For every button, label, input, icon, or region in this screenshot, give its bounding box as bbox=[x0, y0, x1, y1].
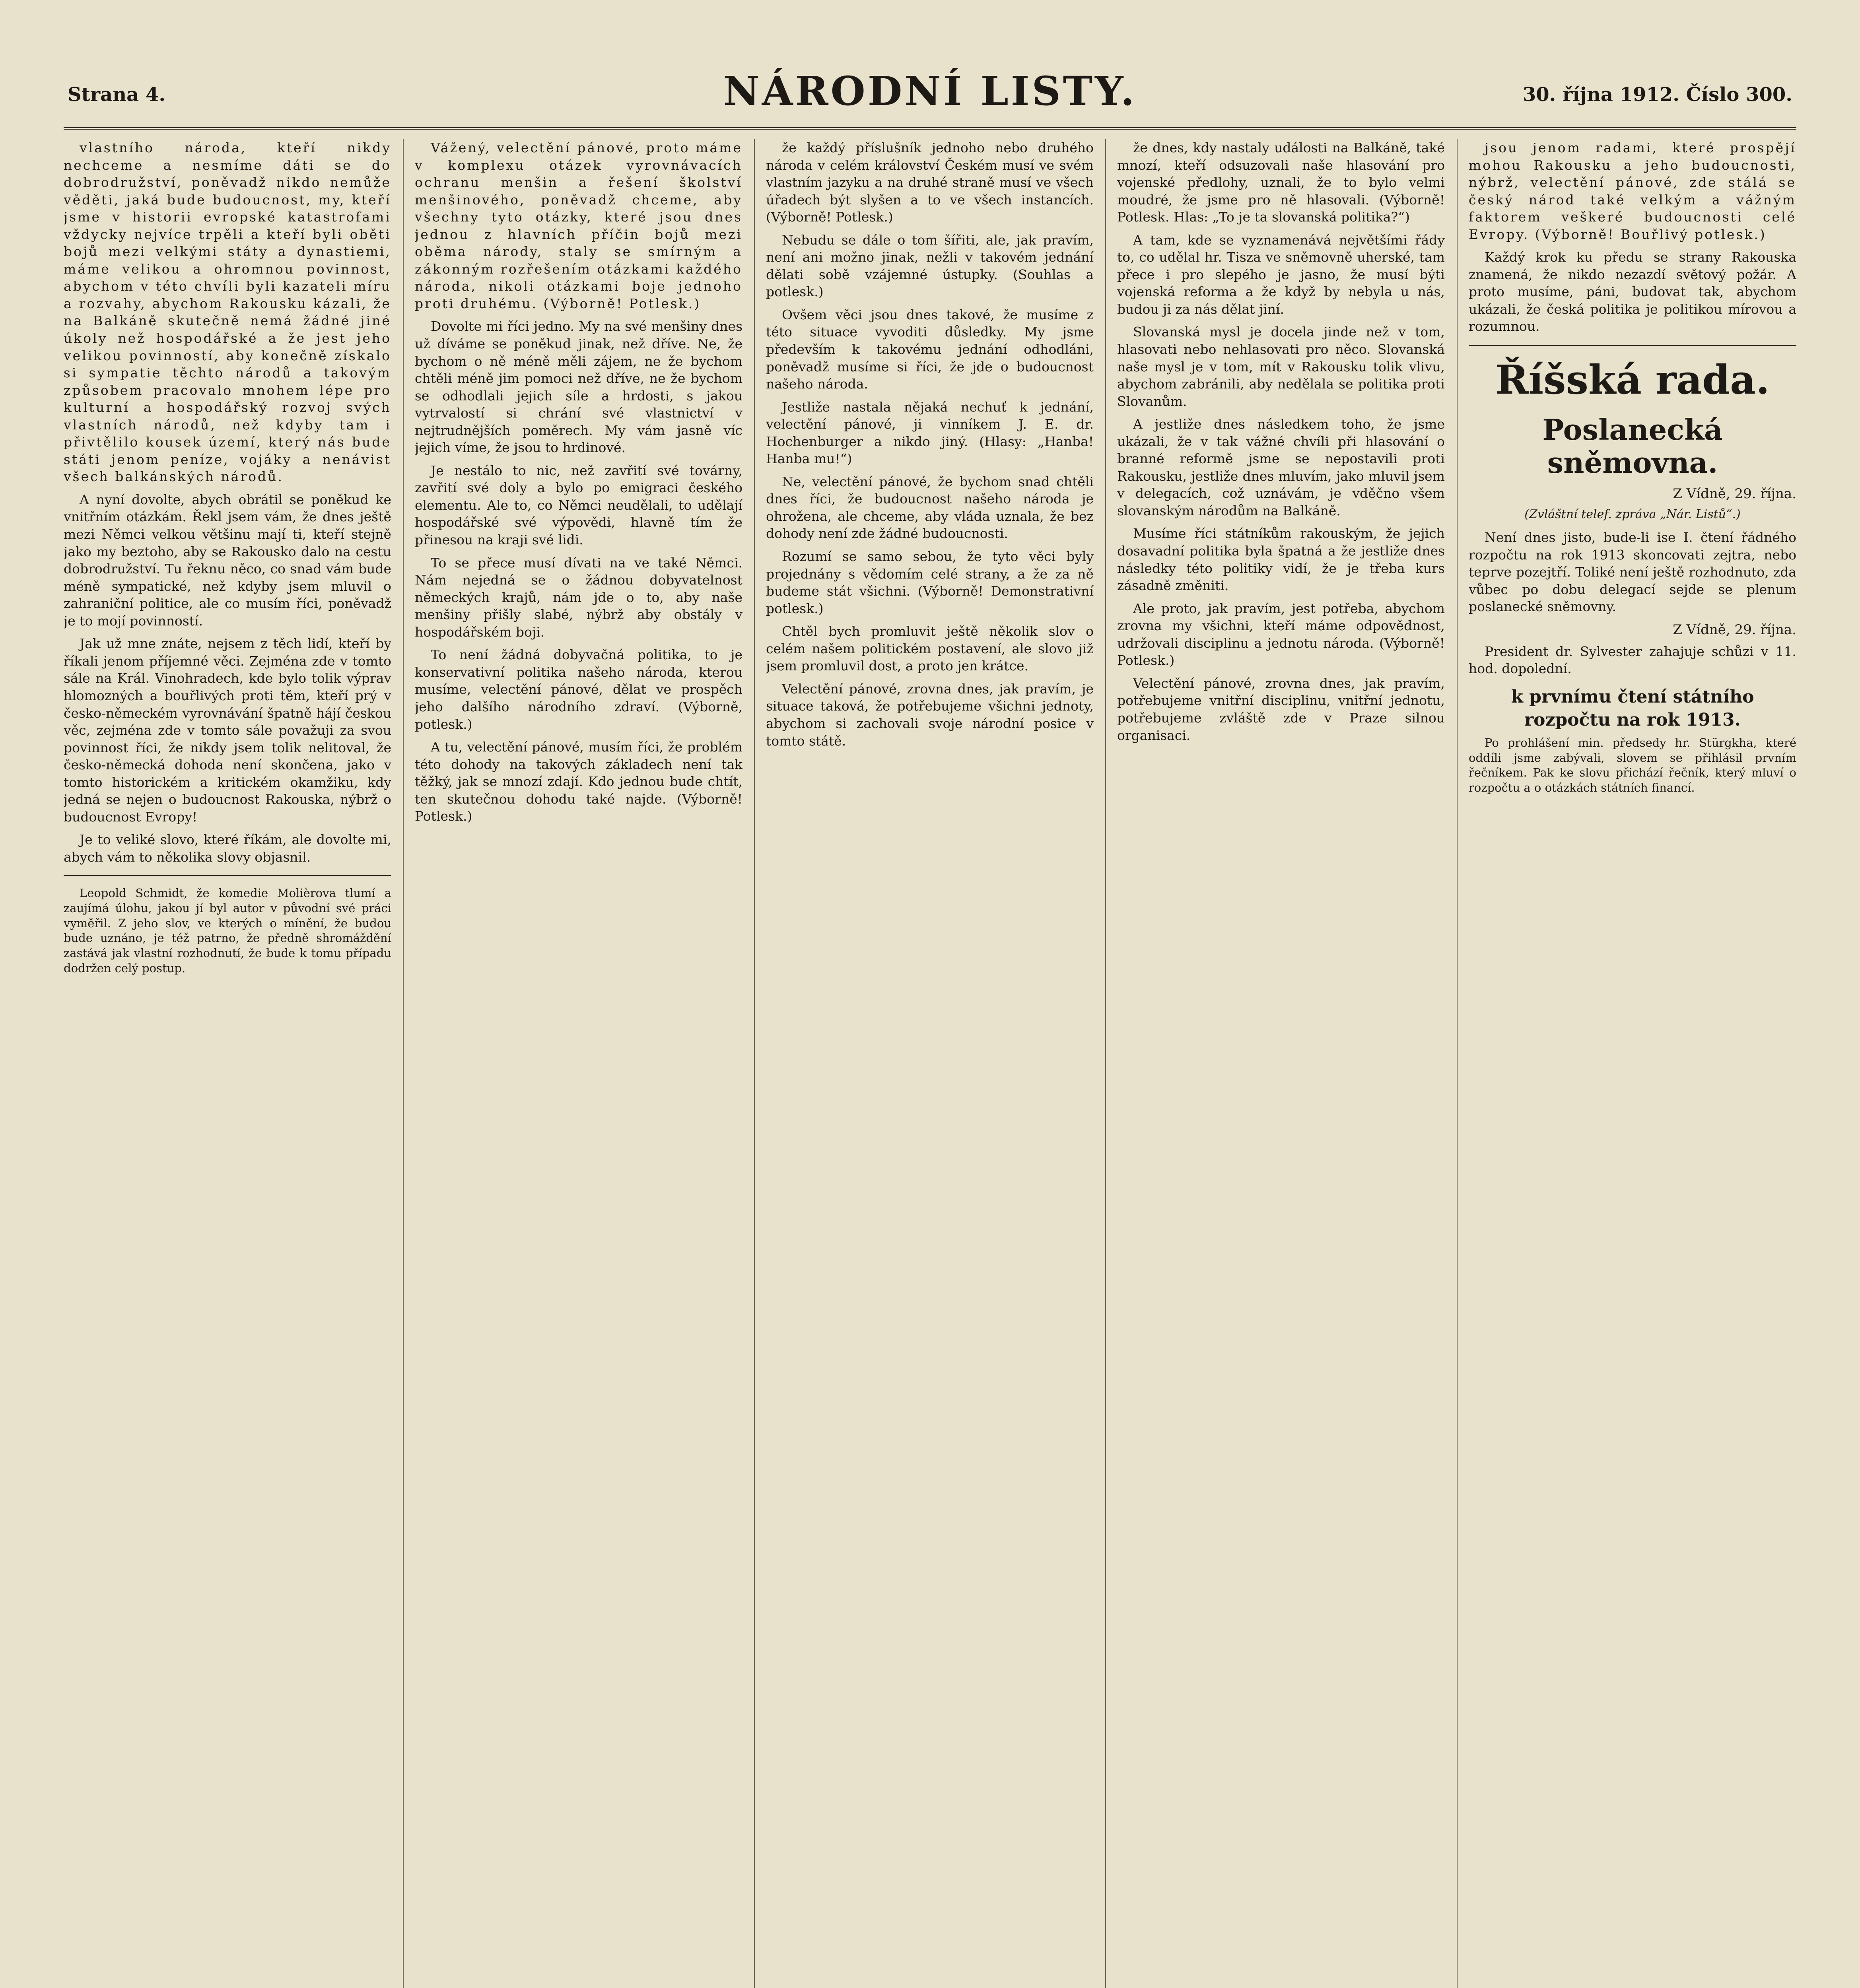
section-divider bbox=[64, 875, 391, 876]
section-divider bbox=[1469, 345, 1796, 346]
paragraph: Ovšem věci jsou dnes takové, že musíme z této situace vyvoditi důsledky. My jsme především k takovému jednání odhodláni, poněvadž musíme si říci, že jde o budoucnost našeho národa. bbox=[766, 307, 1094, 392]
date-issue: 30. října 1912. Číslo 300. bbox=[1522, 83, 1792, 106]
paragraph: jsou jenom radami, které prospějí mohou Rakousku a jeho budoucnosti, nýbrž, velectění pánové, zde stálá se český národ také velkým a vážným faktorem veškeré budoucnosti celé Evropy. (Výborně! Bouřlivý potlesk.) bbox=[1469, 140, 1796, 242]
masthead bbox=[64, 60, 1796, 130]
article-columns bbox=[64, 139, 1796, 1988]
column-rule bbox=[1105, 139, 1106, 1988]
paragraph: Rozumí se samo sebou, že tyto věci byly projednány s vědomím celé strany, a že za ně budeme stát všichni. (Výborně! Demonstrativní potlesk.) bbox=[766, 549, 1094, 616]
feuilleton-paragraph: Leopold Schmidt, že komedie Molièrova tlumí a zaujímá úlohu, jakou jí byl autor v původní své práci vyměřil. Z jeho slov, ve kterých o mínění, že budou bude uznáno, je též patrno, že předně shromáždění zastává jak vlastní rozhodnutí, že bude k tomu případu dodržen celý postup. bbox=[64, 886, 391, 975]
paragraph: To není žádná dobyvačná politika, to je konservativní politika našeho národa, kterou musíme, velectění pánové, dělat ve prospěch jeho dalšího národního zdraví. (Výborně, potlesk.) bbox=[415, 647, 742, 732]
column-1 bbox=[64, 139, 391, 1988]
paragraph: President dr. Sylvester zahajuje schůzi v 11. hod. dopolední. bbox=[1469, 643, 1796, 677]
paragraph: Velectění pánové, zrovna dnes, jak pravím, potřebujeme vnitřní disciplinu, vnitřní jednotu, potřebujeme zvláště zde v Praze silnou organisaci. bbox=[1117, 675, 1445, 743]
column-4 bbox=[1117, 139, 1445, 1988]
column-5 bbox=[1469, 139, 1796, 1988]
wire-note: (Zvláštní telef. zpráva „Nár. Listů“.) bbox=[1524, 507, 1741, 522]
paragraph: Ne, velectění pánové, že bychom snad chtěli dnes říci, že budoucnost našeho národa je ohrožena, ale chceme, aby vláda uznala, že bez dohody není zde žádné budoucnosti. bbox=[766, 474, 1094, 542]
paragraph: že každý příslušník jednoho nebo druhého národa v celém království Českém musí ve svém vlastním jazyku a na druhé straně musí ve všech úřadech být slyšen a to ve všech instancích. (Výborně! Potlesk.) bbox=[766, 140, 1094, 225]
dateline: Z Vídně, 29. října. bbox=[1673, 485, 1796, 502]
paragraph: A tu, velectění pánové, musím říci, že problém této dohody na takových základech není tak těžký, jak se mnozí zdají. Kdo jednou bude chtít, ten skutečnou dohodu také najde. (Výborně! Potlesk.) bbox=[415, 739, 742, 824]
paragraph: že dnes, kdy nastaly události na Balkáně, také mnozí, kteří odsuzovali naše hlasování pro vojenské předlohy, uznali, že to bylo velmi moudré, že jsme pro ně hlasovali. (Výborně! Potlesk. Hlas: „To je ta slovanská politika?“) bbox=[1117, 140, 1445, 225]
paragraph: Ale proto, jak pravím, jest potřeba, abychom zrovna my všichni, kteří máme odpovědnost, udržovali disciplinu a jednotu národa. (Výborně! Potlesk.) bbox=[1117, 600, 1445, 668]
column-3 bbox=[766, 139, 1094, 1988]
column-rule bbox=[403, 139, 404, 1988]
paragraph: To se přece musí dívati na ve také Němci. Nám nejedná se o žádnou dobyvatelnost německých krajů, nám jde o to, aby naše menšiny přišly slabé, nýbrž aby obstály v hospodářském boji. bbox=[415, 555, 742, 640]
item-subhead: k prvnímu čtení státního rozpočtu na rok 1913. bbox=[1511, 686, 1754, 730]
paragraph: Musíme říci státníkům rakouským, že jejich dosavadní politika byla špatná a že jestliže dnes následky této politiky vidí, že je třeba kurs zásadně změniti. bbox=[1117, 526, 1445, 594]
dateline: Z Vídně, 29. října. bbox=[1673, 621, 1796, 638]
paragraph: Dovolte mi říci jedno. My na své menšiny dnes už díváme se poněkud jinak, než dříve. Ne, že bychom o ně méně měli zájem, ne že bychom chtěli méně jim pomoci než dříve, ne že bychom se odhodlali jejich síle a hrdosti, s jakou vytrvalostí si chrání své vlastnictví v nejtrudnějších poměrech. My vám jasně víc jejich víme, že jsou to hrdinové. bbox=[415, 318, 742, 456]
column-2 bbox=[415, 139, 742, 1988]
paragraph: Jestliže nastala nějaká nechuť k jednání, velectění pánové, ji vinníkem J. E. dr. Hochenburger a nikdo jiný. (Hlasy: „Hanba! Hanba mu!“) bbox=[766, 399, 1094, 467]
page-label: Strana 4. bbox=[68, 83, 166, 106]
section-subheadline: Poslanecká sněmovna. bbox=[1542, 413, 1723, 480]
paragraph: Není dnes jisto, bude-li ise I. čtení řádného rozpočtu na rok 1913 skoncovati zejtra, nebo teprve pozejtří. Toliké není ještě rozhodnuto, zda vůbec po dobu delegací sejde se plenum poslanecké sněmovny. bbox=[1469, 530, 1796, 615]
paragraph: A jestliže dnes následkem toho, že jsme ukázali, že v tak vážné chvíli při hlasování o branné reformě jsme se nepostavili proti Rakousku, jestliže dnes mluvím, jako mluvil jsem v delegacích, což uznávám, je vděčno všem slovanským národům na Balkáně. bbox=[1117, 416, 1445, 518]
paragraph: Po prohlášení min. předsedy hr. Stürgkha, které oddíli jsme zabývali, slovem se přihlásil prvním řečníkem. Pak ke slovu přichází řečník, který mluví o rozpočtu a o otázkách státních financí. bbox=[1469, 736, 1796, 794]
section-headline: Říšská rada. bbox=[1495, 356, 1770, 404]
paragraph: vlastního národa, kteří nikdy nechceme a nesmíme dáti se do dobrodružství, poněvadž nikdo nemůže věděti, jaká bude budoucnost, my, kteří jsme v historii evropské katastrofami vždycky nejvíce trpěli a kteří byli oběti bojů mezi velkými státy a dynastiemi, máme velikou a ohromnou povinnost, abychom v této chvíli byli kazateli míru a rozvahy, abychom Rakousku kázali, že na Balkáně skutečně nemá žádné jiné úkoly než hospodářské a že jest jeho velikou povinností, aby konečně získalo si sympatie těchto národů a takovým způsobem pracovalo mnohem lépe pro kulturní a hospodářský rozvoj svých vlastních národů, než kdyby tam i přivtělilo kousek území, který nás bude státi jenom peníze, vojáky a nenávist všech balkánských národů. bbox=[64, 140, 391, 485]
column-rule bbox=[1457, 139, 1458, 1988]
paragraph: Vážený, velectění pánové, proto máme v komplexu otázek vyrovnávacích ochranu menšin a řešení školství menšinového, poněvadž chceme, aby všechny tyto otázky, které jsou dnes jednou z hlavních příčin bojů mezi oběma národy, staly se smírným a zákonným rozřešením otázkami každého národa, nikoli otázkami boje jednoho proti druhému. (Výborně! Potlesk.) bbox=[415, 140, 742, 311]
newspaper-page bbox=[64, 60, 1796, 1988]
paragraph: Jak už mne znáte, nejsem z těch lidí, kteří by říkali jenom příjemné věci. Zejména zde v tomto sále na Král. Vinohradech, kde bylo tolik výprav hlomozných a bouřlivých proti těm, kteří prý v česko-německém vyrovnávání špatně hájí českou věc, zejména zde v tomto sále považuji za svou povinnost říci, že nikdy jsem tolik nelitoval, že česko-německá dohoda není skončena, jako v tomto historickém a kritickém okamžiku, kdy jedná se nejen o budoucnost Rakouska, nýbrž o budoucnost Evropy! bbox=[64, 636, 391, 825]
column-rule bbox=[754, 139, 755, 1988]
paragraph: A tam, kde se vyznamenává největšími řády to, co udělal hr. Tisza ve sněmovně uherské, tam přece i pro slepého je jasno, že musí býti vojenská reforma a že když by nebyla u nás, budou ji za nás dělat jiní. bbox=[1117, 232, 1445, 317]
paragraph: Velectění pánové, zrovna dnes, jak pravím, je situace taková, že potřebujeme všichni jednoty, abychom si zachovali svoje národní posice v tomto státě. bbox=[766, 681, 1094, 749]
paragraph: Každý krok ku předu se strany Rakouska znamená, že nikdo nezazdí světový požár. A proto musíme, páni, budovat tak, abychom ukázali, že česká politika je politikou mírovou a rozumnou. bbox=[1469, 249, 1796, 334]
paragraph: Slovanská mysl je docela jinde než v tom, hlasovati nebo nehlasovati pro něco. Slovanská naše mysl je v tom, mít v Rakousku tolik vlivu, abychom zabránili, aby nedělala se politika proti Slovanům. bbox=[1117, 324, 1445, 409]
paragraph: Nebudu se dále o tom šířiti, ale, jak pravím, není ani možno jinak, nežli v takovém jednání dělati sobě vzájemné ústupky. (Souhlas a potlesk.) bbox=[766, 232, 1094, 300]
paragraph: A nyní dovolte, abych obrátil se poněkud ke vnitřním otázkám. Řekl jsem vám, že dnes ještě mezi Němci velkou většinu mají ti, kteří stejně jako my beztoho, aby se Rakousko dalo na cestu dobrodružství. Tu řeknu něco, co snad vám bude méně sympatické, než kdyby jsem mluvil o zahraniční politice, ale co musím říci, poněvadž je to mojí povinností. bbox=[64, 491, 391, 629]
paragraph: Chtěl bych promluvit ještě několik slov o celém našem politickém postavení, ale slovo již jsem promluvil dost, a proto jen krátce. bbox=[766, 623, 1094, 674]
paragraph: Je to veliké slovo, které říkám, ale dovolte mi, abych vám to několika slovy objasnil. bbox=[64, 832, 391, 865]
paper-title: NÁRODNÍ LISTY. bbox=[723, 68, 1137, 115]
paragraph: Je nestálo to nic, než zavřití své továrny, zavřití své doly a bylo po emigraci českého elementu. Ale to, co Němci neudělali, to udělají hospodářské své výpovědi, hlavně tím že přinesou na kraji své lidi. bbox=[415, 462, 742, 548]
